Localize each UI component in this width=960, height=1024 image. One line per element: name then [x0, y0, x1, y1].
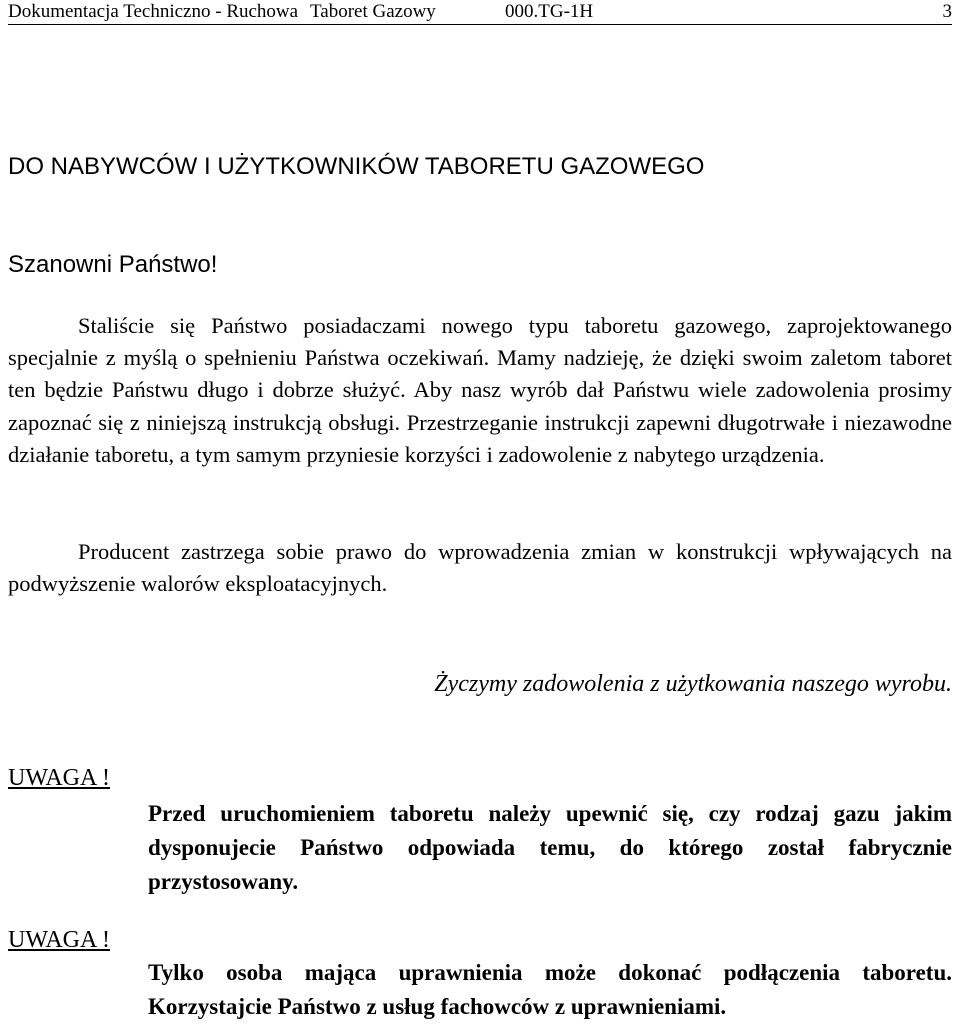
manufacturer-note-paragraph: Producent zastrzega sobie prawo do wprowadzenia zmian w konstrukcji wpływających na podwyższenie walorów eksploatacyjnych.: [8, 539, 952, 597]
header-product-code: 000.TG-1H: [505, 1, 594, 22]
document-title: DO NABYWCÓW I UŻYTKOWNIKÓW TABORETU GAZOWEGO: [8, 153, 705, 180]
warning-label: UWAGA !: [8, 765, 110, 791]
warning-text-gas-type: Przed uruchomieniem taboretu należy upewnić się, czy rodzaj gazu jakim dysponujecie Państwo odpowiada temu, do którego został fabrycznie przystosowany.: [148, 801, 952, 894]
page-header: [8, 0, 952, 25]
intro-paragraph: Staliście się Państwo posiadaczami nowego typu taboretu gazowego, zaprojektowanego specjalnie z myślą o spełnieniu Państwa oczekiwań. Mamy nadzieję, że dzięki swoim zaletom taboret ten będzie Państwu długo i dobrze służyć. Aby nasz wyrób dał Państwu wiele zadowolenia prosimy zapoznać się z niniejszą instrukcją obsługi. Przestrzeganie instrukcji zapewni długotrwałe i niezawodne działanie taboretu, a tym samym przyniesie korzyści i zadowolenie z nabytego urządzenia.: [8, 313, 952, 467]
warning-text-installation: Tylko osoba mająca uprawnienia może dokonać podłączenia taboretu. Korzystajcie Państwo z usług fachowców z uprawnieniami.: [148, 960, 952, 1019]
header-product-name: Taboret Gazowy: [310, 1, 436, 22]
greeting: Szanowni Państwo!: [8, 251, 218, 278]
warning-label: UWAGA !: [8, 927, 110, 953]
header-document-name: Dokumentacja Techniczno - Ruchowa: [8, 1, 299, 22]
closing-wish: Życzymy zadowolenia z użytkowania naszego wyrobu.: [434, 671, 952, 697]
header-page-number: 3: [942, 1, 952, 22]
